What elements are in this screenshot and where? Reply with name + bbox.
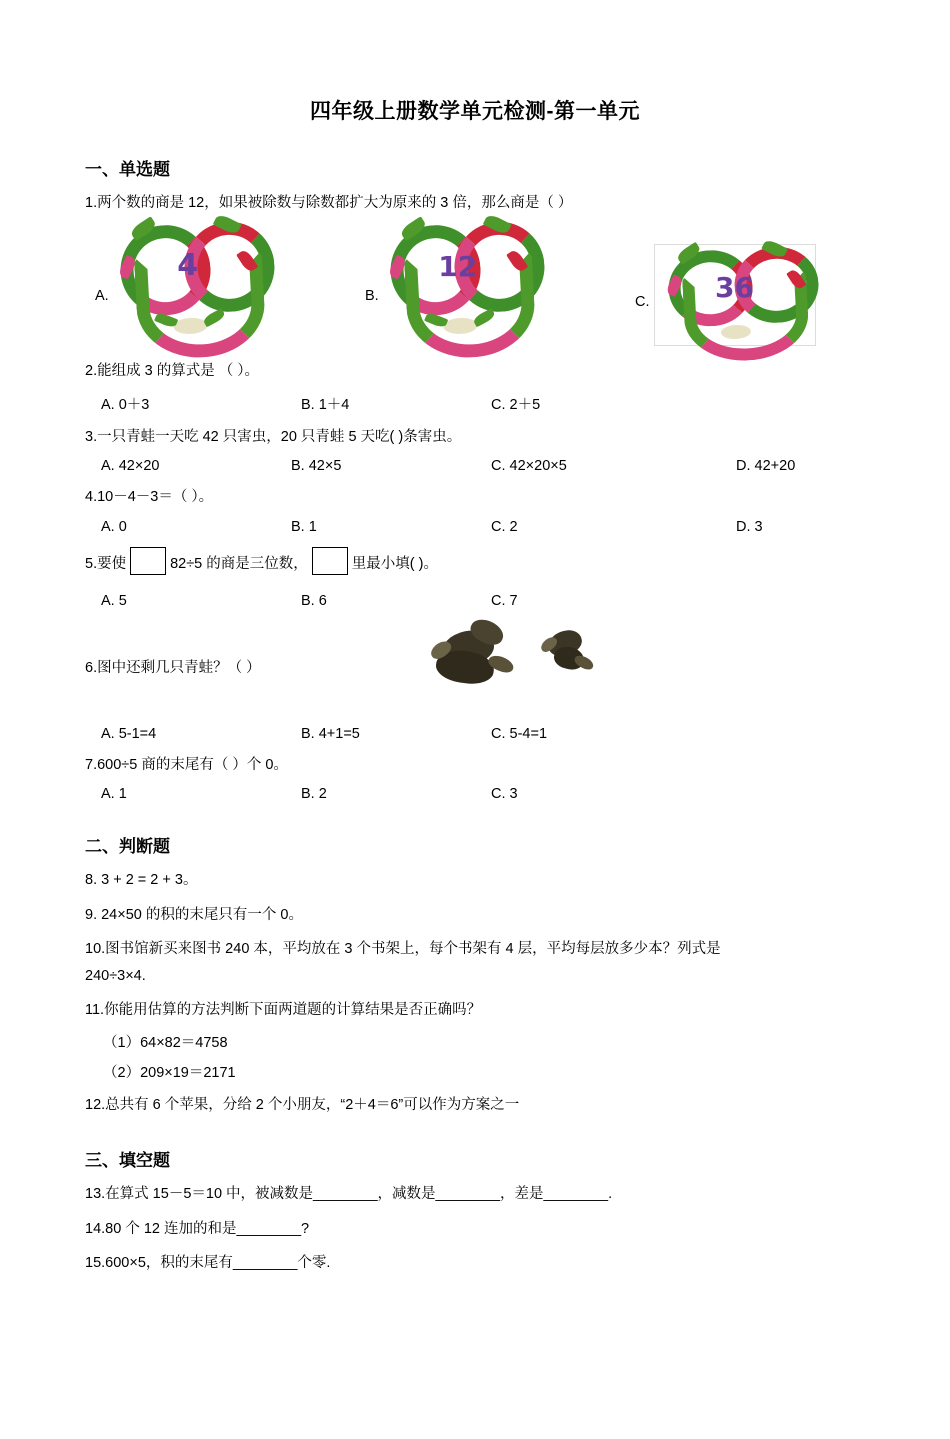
frog-single-icon [540, 625, 596, 681]
question-5-blank-box-1[interactable] [130, 547, 166, 575]
question-7-option-a[interactable]: A. 1 [101, 786, 127, 803]
question-4-option-c[interactable]: C. 2 [491, 518, 518, 535]
wreath-value-a: 4 [177, 248, 199, 284]
question-15-text: 15.600×5，积的末尾有________个零. [85, 1255, 331, 1272]
question-7-option-b[interactable]: B. 2 [301, 786, 327, 803]
question-5-blank-box-2[interactable] [312, 547, 348, 575]
question-1-option-b[interactable] [365, 218, 533, 338]
question-5-text-middle: 82÷5 的商是三位数， [170, 555, 308, 572]
question-3-option-c[interactable]: C. 42×20×5 [491, 458, 567, 475]
question-7-options [85, 786, 865, 802]
question-4-options [85, 519, 865, 535]
question-5-options [85, 593, 865, 609]
question-6-text: 6.图中还剩几只青蛙？（ ） [85, 660, 261, 677]
question-4-option-d[interactable]: D. 3 [736, 518, 763, 535]
question-5-option-a[interactable]: A. 5 [101, 593, 127, 610]
page-title: 四年级上册数学单元检测-第一单元 [310, 100, 640, 123]
question-3-option-d[interactable]: D. 42+20 [736, 458, 796, 475]
question-10-text-line2: 240÷3×4. [85, 967, 146, 984]
question-3-options [85, 458, 865, 474]
question-6-option-a[interactable]: A. 5-1=4 [101, 725, 157, 742]
wreath-graphic-b [383, 218, 533, 338]
question-3-text: 3.一只青蛙一天吃 42 只害虫，20 只青蛙 5 天吃( )条害虫。 [85, 428, 462, 445]
wreath-graphic-c [654, 244, 816, 346]
question-2-option-b[interactable]: B. 1＋4 [301, 396, 350, 413]
question-6-image [85, 619, 865, 697]
question-1-option-c[interactable] [635, 244, 816, 346]
question-9-text: 9. 24×50 的积的末尾只有一个 0。 [85, 906, 303, 923]
section-heading-fill-blank: 三、填空题 [85, 1151, 170, 1171]
wreath-value-c: 36 [715, 271, 754, 305]
question-11-sub-2: （2）209×19＝2171 [103, 1064, 236, 1081]
question-5-text [85, 547, 865, 575]
question-13-text: 13.在算式 15－5＝10 中，被减数是________，减数是________，差是________. [85, 1186, 613, 1203]
question-1-option-c-label: C. [635, 294, 650, 311]
question-2-options [85, 393, 865, 414]
worksheet-page [0, 95, 950, 1439]
question-11-sub-1: （1）64×82＝4758 [103, 1034, 228, 1051]
question-4-option-a[interactable]: A. 0 [101, 518, 127, 535]
question-6-options [85, 726, 865, 742]
question-5-text-after: 里最小填( )。 [351, 555, 438, 572]
wreath-graphic-a [113, 218, 263, 338]
question-1-option-b-label: B. [365, 288, 379, 305]
section-heading-true-false: 二、判断题 [85, 837, 170, 857]
question-10-text-line1: 10.图书馆新买来图书 240 本，平均放在 3 个书架上，每个书架有 4 层，平均每层放多少本？列式是 [85, 941, 721, 958]
question-3-option-a[interactable]: A. 42×20 [101, 458, 160, 475]
question-1-option-a-label: A. [95, 288, 109, 305]
question-7-text: 7.600÷5 商的末尾有（ ）个 0。 [85, 756, 288, 773]
question-4-text: 4.10－4－3＝（ ）。 [85, 489, 214, 506]
question-6-option-c[interactable]: C. 5-4=1 [491, 725, 548, 742]
question-3-option-b[interactable]: B. 42×5 [291, 458, 342, 475]
question-1-text: 1.两个数的商是 12，如果被除数与除数都扩大为原来的 3 倍，那么商是（ ） [85, 195, 573, 211]
wreath-value-b: 12 [438, 250, 478, 284]
question-11-text: 11.你能用估算的方法判断下面两道题的计算结果是否正确吗？ [85, 1002, 482, 1019]
frog-group-icon [430, 621, 520, 691]
question-4-option-b[interactable]: B. 1 [291, 518, 317, 535]
question-7-option-c[interactable]: C. 3 [491, 786, 518, 803]
question-5-option-b[interactable]: B. 6 [301, 593, 327, 610]
question-6-option-b[interactable]: B. 4+1=5 [301, 725, 360, 742]
question-2-option-a[interactable]: A. 0＋3 [101, 396, 150, 413]
section-heading-single-choice: 一、单选题 [85, 160, 170, 179]
question-8-text: 8. 3 + 2 = 2 + 3。 [85, 872, 198, 889]
question-1-image-options [85, 218, 865, 348]
question-12-text: 12.总共有 6 个苹果，分给 2 个小朋友，“2＋4＝6”可以作为方案之一 [85, 1096, 520, 1113]
question-5-option-c[interactable]: C. 7 [491, 593, 518, 610]
question-2-text: 2.能组成 3 的算式是 （ ）。 [85, 363, 260, 380]
question-5-text-before: 5.要使 [85, 555, 127, 572]
question-14-text: 14.80 个 12 连加的和是________? [85, 1220, 310, 1237]
question-1-option-a[interactable] [95, 218, 263, 338]
question-2-option-c[interactable]: C. 2＋5 [491, 396, 541, 413]
